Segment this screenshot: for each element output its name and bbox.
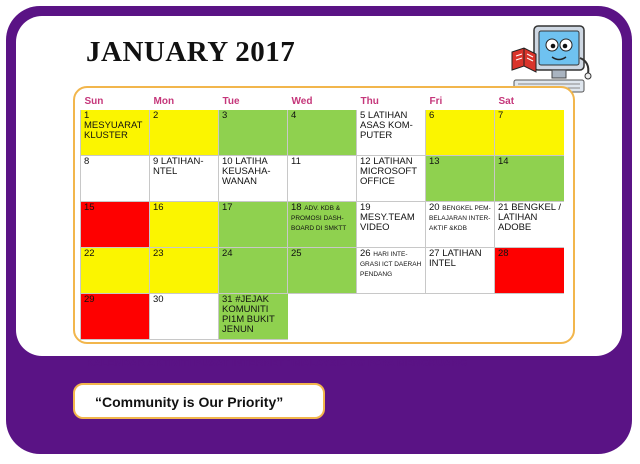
calendar-empty-cell <box>426 294 495 340</box>
calendar-empty-cell <box>288 294 357 340</box>
calendar-day-cell <box>219 248 288 294</box>
calendar-day-cell <box>495 248 564 294</box>
weekday-header: Fri <box>429 95 443 107</box>
day-label: 14 <box>498 156 509 167</box>
calendar-grid <box>80 92 564 340</box>
day-label: 25 <box>291 248 302 259</box>
day-label: 15 <box>84 202 95 213</box>
calendar-body <box>81 110 564 340</box>
day-label: 27 LATIHAN INTEL <box>429 248 482 269</box>
calendar-day-cell <box>288 202 357 248</box>
calendar-day-cell <box>426 156 495 202</box>
calendar-day-cell <box>219 156 288 202</box>
weekday-header: Sat <box>498 95 515 107</box>
calendar-day-cell <box>81 248 150 294</box>
calendar-week-row <box>81 294 564 340</box>
calendar-day-cell <box>81 156 150 202</box>
calendar-day-cell <box>219 294 288 340</box>
calendar-day-cell <box>357 156 426 202</box>
calendar-day-cell <box>426 110 495 156</box>
day-label: 13 <box>429 156 440 167</box>
day-label: 8 <box>84 156 90 167</box>
day-label: 17 <box>222 202 233 213</box>
day-event-small: BENGKEL PEM-BELAJARAN INTER-AKTIF &KDB <box>429 205 491 232</box>
motto-text: “Community is Our Priority” <box>95 394 284 410</box>
weekday-header: Mon <box>153 95 175 107</box>
calendar-day-cell <box>495 156 564 202</box>
day-label: 30 <box>153 294 164 305</box>
calendar-day-cell <box>426 202 495 248</box>
calendar-week-row <box>81 156 564 202</box>
calendar-day-cell <box>357 248 426 294</box>
day-label: 16 <box>153 202 164 213</box>
day-event: MESYUARAT KLUSTER <box>84 120 143 141</box>
calendar-day-cell <box>150 156 219 202</box>
calendar-day-cell <box>357 202 426 248</box>
day-label: 22 <box>84 248 95 259</box>
calendar-day-cell <box>81 110 150 156</box>
day-label: 2 <box>153 110 159 121</box>
day-label: 1 <box>84 110 90 121</box>
calendar-day-cell <box>150 248 219 294</box>
calendar-day-cell <box>81 202 150 248</box>
calendar-day-cell <box>219 202 288 248</box>
day-event-small: HARI INTE-GRASI ICT DAERAH PENDANG <box>360 251 422 278</box>
calendar-day-cell <box>150 294 219 340</box>
calendar-day-cell <box>357 110 426 156</box>
day-label: 6 <box>429 110 435 121</box>
weekday-header: Wed <box>291 95 313 107</box>
computer-reading-book-icon <box>508 18 596 96</box>
day-label: 24 <box>222 248 233 259</box>
day-label: 11 <box>291 156 301 167</box>
weekday-header: Thu <box>360 95 379 107</box>
calendar-day-cell <box>495 110 564 156</box>
calendar-empty-cell <box>495 294 564 340</box>
calendar-empty-cell <box>357 294 426 340</box>
day-number: 26 <box>360 248 374 259</box>
weekday-header: Tue <box>222 95 240 107</box>
day-number: 20 <box>429 202 443 213</box>
day-label: 31 #JEJAK KOMUNITI PI1M BUKIT JENUN <box>222 294 275 335</box>
day-label: 4 <box>291 110 297 121</box>
day-label: 10 LATIHA KEUSAHA-WANAN <box>222 156 271 187</box>
day-label: 9 LATIHAN-NTEL <box>153 156 204 177</box>
calendar-day-cell <box>81 294 150 340</box>
calendar-week-row <box>81 110 564 156</box>
calendar-week-row <box>81 202 564 248</box>
day-label: 23 <box>153 248 164 259</box>
weekday-header-row <box>81 92 564 110</box>
calendar-day-cell <box>495 202 564 248</box>
calendar-day-cell <box>150 202 219 248</box>
calendar-day-cell <box>288 110 357 156</box>
page-title: JANUARY 2017 <box>86 36 296 68</box>
day-event: MESY.TEAM VIDEO <box>360 212 415 233</box>
weekday-header: Sun <box>84 95 104 107</box>
day-label: 12 LATIHAN MICROSOFT OFFICE <box>360 156 417 187</box>
day-label: 3 <box>222 110 228 121</box>
calendar-day-cell <box>219 110 288 156</box>
day-label: 21 BENGKEL / LATIHAN ADOBE <box>498 202 562 233</box>
day-label: 19 <box>360 202 371 213</box>
calendar-day-cell <box>288 248 357 294</box>
calendar-day-cell <box>288 156 357 202</box>
day-number: 18 <box>291 202 305 213</box>
day-label: 5 LATIHAN ASAS KOM-PUTER <box>360 110 413 141</box>
calendar-week-row <box>81 248 564 294</box>
calendar-day-cell <box>150 110 219 156</box>
day-label: 28 <box>498 248 509 259</box>
motto-box <box>73 383 325 419</box>
day-label: 29 <box>84 294 95 305</box>
footer-caption: KALENDAR AKTIVITI PUSAT INTERNET 1MALAYSIA KG PAYA MENGKUANG <box>86 357 468 369</box>
calendar-day-cell <box>426 248 495 294</box>
day-event-small: ADV. KDB & PROMOSI DASH-BOARD DI SMKTT <box>291 205 347 232</box>
day-label: 7 <box>498 110 504 121</box>
